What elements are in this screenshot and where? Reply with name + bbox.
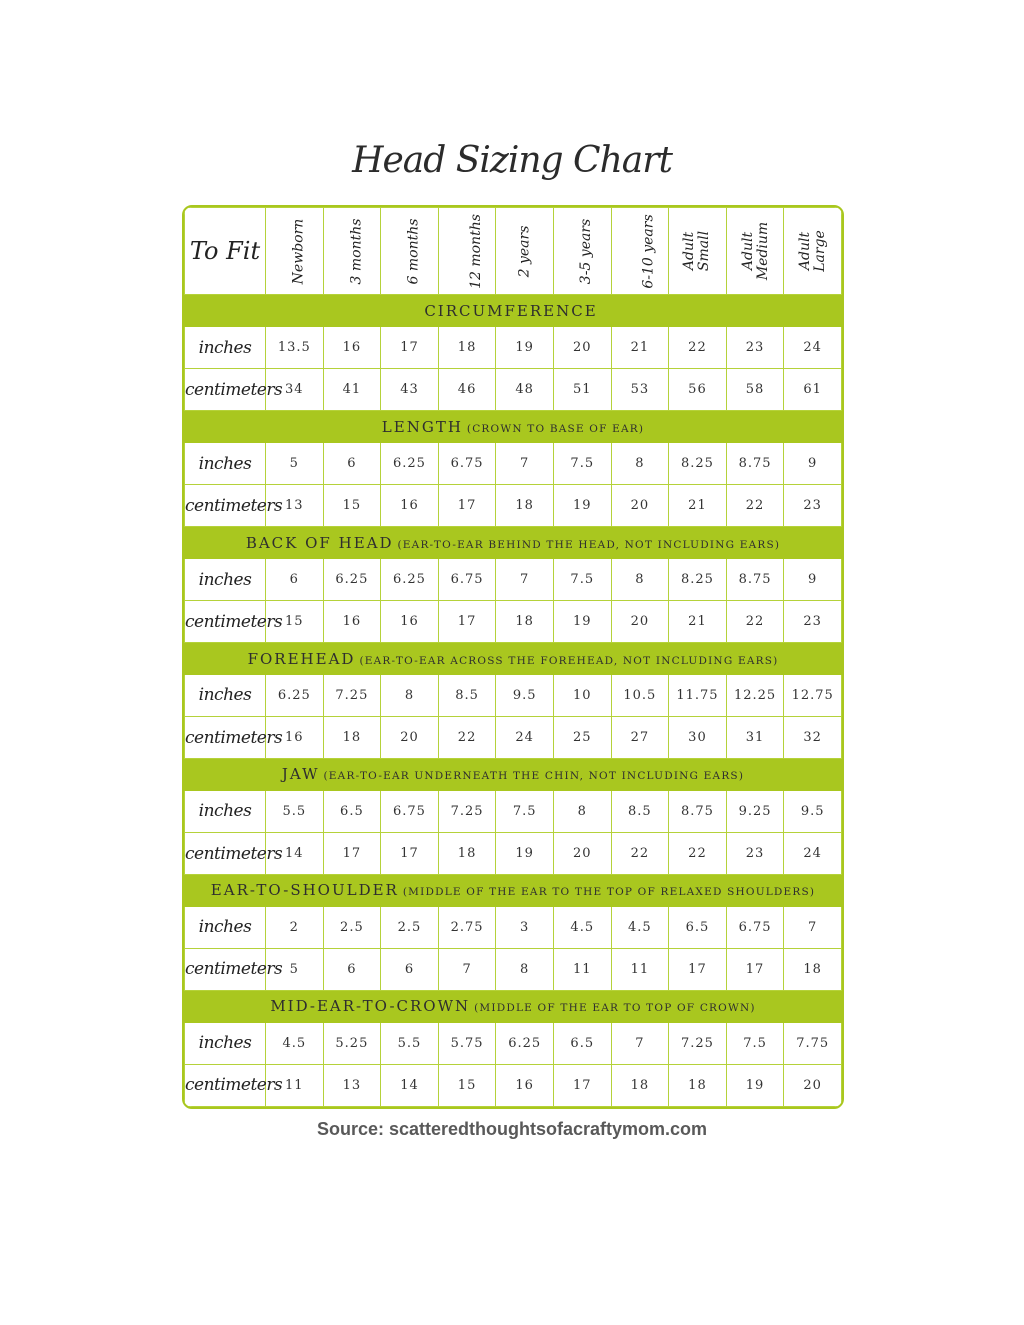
value-cell: 6 (381, 948, 439, 990)
value-cell: 8 (496, 948, 554, 990)
value-cell: 6.25 (323, 558, 381, 600)
value-cell: 7.5 (726, 1022, 784, 1064)
section-note: (MIDDLE OF THE EAR TO TOP OF CROWN) (474, 1002, 756, 1015)
value-cell: 3 (496, 906, 554, 948)
row-label-centimeters: centimeters (185, 1064, 266, 1106)
value-cell: 5 (266, 443, 324, 485)
row-label-centimeters: centimeters (185, 717, 266, 759)
value-cell: 58 (726, 369, 784, 411)
value-cell: 20 (553, 832, 611, 874)
value-cell: 7 (784, 906, 842, 948)
value-cell: 16 (323, 601, 381, 643)
value-cell: 17 (726, 948, 784, 990)
value-cell: 6.75 (381, 790, 439, 832)
value-cell: 15 (323, 485, 381, 527)
value-cell: 6.75 (438, 558, 496, 600)
section-header (185, 875, 842, 907)
value-cell: 5.25 (323, 1022, 381, 1064)
value-cell: 9.25 (726, 790, 784, 832)
value-cell: 7 (496, 443, 554, 485)
section-header-row (185, 643, 842, 675)
value-cell: 6.25 (496, 1022, 554, 1064)
value-cell: 32 (784, 717, 842, 759)
table-row-inches (185, 906, 842, 948)
section-header (185, 643, 842, 675)
column-header (381, 208, 439, 295)
value-cell: 19 (553, 485, 611, 527)
column-header-label (349, 218, 364, 284)
section-name: JAW (281, 765, 320, 784)
column-header (553, 208, 611, 295)
sizing-grid (184, 207, 842, 1107)
row-label-inches: inches (185, 674, 266, 716)
table-row-centimeters (185, 369, 842, 411)
value-cell: 17 (553, 1064, 611, 1106)
column-header-line: 3 months (348, 218, 365, 285)
table-row-inches (185, 443, 842, 485)
value-cell: 6.5 (669, 906, 727, 948)
section-header-row (185, 991, 842, 1023)
row-label-centimeters: centimeters (185, 601, 266, 643)
table-row-centimeters (185, 717, 842, 759)
value-cell: 10.5 (611, 674, 669, 716)
column-header (669, 208, 727, 295)
section-header-row (185, 875, 842, 907)
row-label-centimeters: centimeters (185, 948, 266, 990)
value-cell: 18 (496, 485, 554, 527)
value-cell: 23 (784, 485, 842, 527)
row-label-inches: inches (185, 443, 266, 485)
value-cell: 13 (323, 1064, 381, 1106)
section-name: LENGTH (381, 417, 463, 436)
value-cell: 27 (611, 717, 669, 759)
column-header-label (798, 230, 828, 272)
value-cell: 6.75 (726, 906, 784, 948)
section-name: MID-EAR-TO-CROWN (270, 997, 471, 1016)
value-cell: 21 (669, 485, 727, 527)
row-label-centimeters: centimeters (185, 369, 266, 411)
section-note: (EAR-TO-EAR UNDERNEATH THE CHIN, NOT INCLUDING EARS) (323, 770, 745, 783)
value-cell: 24 (784, 327, 842, 369)
column-header-line: Small (696, 231, 713, 272)
value-cell: 5.5 (266, 790, 324, 832)
row-label-centimeters: centimeters (185, 832, 266, 874)
value-cell: 56 (669, 369, 727, 411)
value-cell: 12.75 (784, 674, 842, 716)
value-cell: 20 (784, 1064, 842, 1106)
value-cell: 7.5 (496, 790, 554, 832)
value-cell: 9 (784, 443, 842, 485)
value-cell: 8 (611, 558, 669, 600)
column-header-line: 12 months (467, 213, 484, 289)
value-cell: 5 (266, 948, 324, 990)
column-header (438, 208, 496, 295)
value-cell: 18 (323, 717, 381, 759)
value-cell: 20 (611, 485, 669, 527)
value-cell: 7 (611, 1022, 669, 1064)
value-cell: 7.25 (669, 1022, 727, 1064)
section-header-row (185, 527, 842, 559)
value-cell: 19 (496, 832, 554, 874)
value-cell: 11 (611, 948, 669, 990)
value-cell: 13.5 (266, 327, 324, 369)
value-cell: 8.75 (669, 790, 727, 832)
value-cell: 6.25 (381, 558, 439, 600)
value-cell: 2.5 (381, 906, 439, 948)
value-cell: 24 (784, 832, 842, 874)
value-cell: 4.5 (266, 1022, 324, 1064)
value-cell: 17 (438, 601, 496, 643)
column-header-line: Adult (796, 232, 813, 271)
row-label-inches: inches (185, 558, 266, 600)
column-header-line: Medium (754, 222, 771, 281)
value-cell: 11 (553, 948, 611, 990)
value-cell: 20 (611, 601, 669, 643)
value-cell: 6 (323, 443, 381, 485)
table-row-centimeters (185, 948, 842, 990)
section-name: CIRCUMFERENCE (424, 301, 598, 320)
row-label-inches: inches (185, 1022, 266, 1064)
value-cell: 18 (669, 1064, 727, 1106)
value-cell: 8.75 (726, 558, 784, 600)
value-cell: 8 (553, 790, 611, 832)
value-cell: 6.5 (323, 790, 381, 832)
to-fit-header: To Fit (185, 208, 266, 295)
value-cell: 17 (381, 327, 439, 369)
column-header (496, 208, 554, 295)
value-cell: 16 (381, 601, 439, 643)
value-cell: 6 (323, 948, 381, 990)
value-cell: 10 (553, 674, 611, 716)
value-cell: 6.25 (266, 674, 324, 716)
value-cell: 2 (266, 906, 324, 948)
column-header-line: 3-5 years (578, 218, 595, 284)
table-row-inches (185, 674, 842, 716)
value-cell: 9.5 (496, 674, 554, 716)
section-header-row (185, 295, 842, 327)
column-header-label (517, 225, 532, 277)
value-cell: 14 (266, 832, 324, 874)
column-header-line: Adult (739, 232, 756, 271)
section-name: BACK OF HEAD (245, 533, 394, 552)
value-cell: 31 (726, 717, 784, 759)
value-cell: 8.5 (438, 674, 496, 716)
value-cell: 9 (784, 558, 842, 600)
table-row-centimeters (185, 601, 842, 643)
value-cell: 16 (496, 1064, 554, 1106)
value-cell: 9.5 (784, 790, 842, 832)
value-cell: 22 (726, 485, 784, 527)
row-label-inches: inches (185, 327, 266, 369)
column-header-label (291, 218, 306, 284)
value-cell: 4.5 (553, 906, 611, 948)
value-cell: 22 (611, 832, 669, 874)
column-header-line: Adult (681, 232, 698, 271)
table-row-centimeters (185, 485, 842, 527)
value-cell: 30 (669, 717, 727, 759)
column-header-label (641, 214, 656, 288)
section-name: FOREHEAD (247, 649, 356, 668)
value-cell: 15 (266, 601, 324, 643)
table-row-centimeters (185, 832, 842, 874)
row-label-inches: inches (185, 790, 266, 832)
value-cell: 13 (266, 485, 324, 527)
value-cell: 15 (438, 1064, 496, 1106)
column-header (266, 208, 324, 295)
source-credit: Source: scatteredthoughtsofacraftymom.com (316, 1119, 708, 1139)
section-note: (EAR-TO-EAR ACROSS THE FOREHEAD, NOT INCLUDING EARS) (359, 654, 779, 667)
value-cell: 17 (669, 948, 727, 990)
column-header-line: Newborn (290, 218, 307, 285)
table-row-inches (185, 327, 842, 369)
value-cell: 22 (669, 327, 727, 369)
section-name: EAR-TO-SHOULDER (210, 881, 399, 900)
value-cell: 12.25 (726, 674, 784, 716)
value-cell: 5.75 (438, 1022, 496, 1064)
value-cell: 21 (669, 601, 727, 643)
column-header (611, 208, 669, 295)
column-header-label (407, 218, 422, 284)
column-header (323, 208, 381, 295)
value-cell: 14 (381, 1064, 439, 1106)
value-cell: 8 (611, 443, 669, 485)
value-cell: 4.5 (611, 906, 669, 948)
value-cell: 25 (553, 717, 611, 759)
section-header-row (185, 759, 842, 791)
table-row-inches (185, 1022, 842, 1064)
value-cell: 16 (266, 717, 324, 759)
value-cell: 48 (496, 369, 554, 411)
column-header-line: Large (811, 230, 828, 273)
value-cell: 46 (438, 369, 496, 411)
value-cell: 22 (669, 832, 727, 874)
value-cell: 16 (323, 327, 381, 369)
section-header (185, 991, 842, 1023)
value-cell: 7 (496, 558, 554, 600)
value-cell: 7.75 (784, 1022, 842, 1064)
value-cell: 6.5 (553, 1022, 611, 1064)
value-cell: 19 (553, 601, 611, 643)
value-cell: 22 (438, 717, 496, 759)
value-cell: 17 (438, 485, 496, 527)
value-cell: 7.5 (553, 558, 611, 600)
value-cell: 8.25 (669, 558, 727, 600)
value-cell: 8.5 (611, 790, 669, 832)
value-cell: 6.75 (438, 443, 496, 485)
value-cell: 17 (323, 832, 381, 874)
value-cell: 23 (784, 601, 842, 643)
section-note: (CROWN TO BASE OF EAR) (466, 422, 645, 435)
column-header-label (469, 214, 484, 289)
head-sizing-table (182, 205, 844, 1109)
table-row-centimeters (185, 1064, 842, 1106)
value-cell: 2.75 (438, 906, 496, 948)
value-cell: 24 (496, 717, 554, 759)
value-cell: 53 (611, 369, 669, 411)
section-header (185, 295, 842, 327)
value-cell: 18 (438, 832, 496, 874)
value-cell: 16 (381, 485, 439, 527)
row-label-centimeters: centimeters (185, 485, 266, 527)
value-cell: 2.5 (323, 906, 381, 948)
column-header-line: 6 months (405, 218, 422, 285)
value-cell: 8 (381, 674, 439, 716)
section-header (185, 411, 842, 443)
value-cell: 17 (381, 832, 439, 874)
value-cell: 18 (438, 327, 496, 369)
value-cell: 6 (266, 558, 324, 600)
column-header-line: 6-10 years (640, 214, 657, 289)
value-cell: 43 (381, 369, 439, 411)
table-row-inches (185, 558, 842, 600)
section-header (185, 759, 842, 791)
value-cell: 8.25 (669, 443, 727, 485)
header-row (185, 208, 842, 295)
value-cell: 18 (784, 948, 842, 990)
section-header (185, 527, 842, 559)
value-cell: 19 (726, 1064, 784, 1106)
column-header (784, 208, 842, 295)
value-cell: 23 (726, 832, 784, 874)
section-note: (MIDDLE OF THE EAR TO THE TOP OF RELAXED SHOULDERS) (402, 886, 816, 899)
row-label-inches: inches (185, 906, 266, 948)
value-cell: 7.25 (323, 674, 381, 716)
value-cell: 11 (266, 1064, 324, 1106)
section-header-row (185, 411, 842, 443)
value-cell: 11.75 (669, 674, 727, 716)
column-header-line: 2 years (516, 225, 533, 278)
value-cell: 7 (438, 948, 496, 990)
value-cell: 8.75 (726, 443, 784, 485)
value-cell: 18 (611, 1064, 669, 1106)
chart-title: Head Sizing Chart (352, 140, 672, 181)
column-header (726, 208, 784, 295)
value-cell: 19 (496, 327, 554, 369)
value-cell: 20 (381, 717, 439, 759)
value-cell: 41 (323, 369, 381, 411)
value-cell: 61 (784, 369, 842, 411)
value-cell: 7.5 (553, 443, 611, 485)
value-cell: 23 (726, 327, 784, 369)
value-cell: 5.5 (381, 1022, 439, 1064)
value-cell: 18 (496, 601, 554, 643)
value-cell: 7.25 (438, 790, 496, 832)
column-header-label (579, 219, 594, 284)
value-cell: 6.25 (381, 443, 439, 485)
value-cell: 34 (266, 369, 324, 411)
table-row-inches (185, 790, 842, 832)
column-header-label (741, 222, 771, 280)
value-cell: 51 (553, 369, 611, 411)
value-cell: 22 (726, 601, 784, 643)
value-cell: 20 (553, 327, 611, 369)
section-note: (EAR-TO-EAR BEHIND THE HEAD, NOT INCLUDING EARS) (397, 538, 781, 551)
value-cell: 21 (611, 327, 669, 369)
column-header-label (682, 231, 712, 271)
